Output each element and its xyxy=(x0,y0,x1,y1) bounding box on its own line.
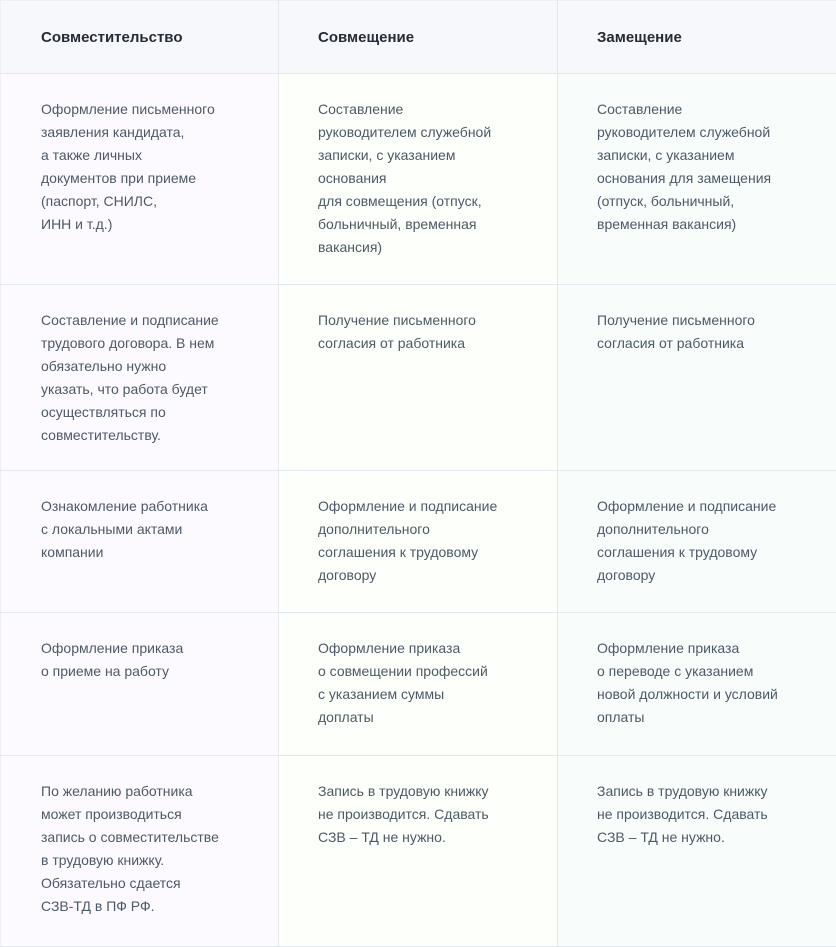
table-cell: Ознакомление работника с локальными актами компании xyxy=(1,471,279,613)
table-cell: Получение письменного согласия от работника xyxy=(558,285,836,471)
table-cell: Оформление приказа о совмещении профессий с указанием суммы доплаты xyxy=(279,613,558,756)
table-cell: Оформление приказа о приеме на работу xyxy=(1,613,279,756)
header-merging: Совмещение xyxy=(279,1,558,74)
table-cell: Оформление и подписание дополнительного соглашения к трудовому договору xyxy=(558,471,836,613)
table-cell: Составление руководителем служебной записки, с указанием основания для замещения (отпуск, больничный, временная вакансия) xyxy=(558,74,836,285)
table-cell: Составление и подписание трудового договора. В нем обязательно нужно указать, что работа будет осуществляться по совместительству. xyxy=(1,285,279,471)
table-cell: По желанию работника может производиться запись о совместительстве в трудовую книжку. Обязательно сдается СЗВ-ТД в ПФ РФ. xyxy=(1,756,279,947)
table-row xyxy=(1,285,836,471)
table-row xyxy=(1,74,836,285)
table-cell: Оформление письменного заявления кандидата, а также личных документов при приеме (паспорт, СНИЛС, ИНН и т.д.) xyxy=(1,74,279,285)
table-cell: Запись в трудовую книжку не производится. Сдавать СЗВ – ТД не нужно. xyxy=(279,756,558,947)
table-row xyxy=(1,471,836,613)
table-row xyxy=(1,756,836,947)
table-row xyxy=(1,613,836,756)
table-cell: Получение письменного согласия от работника xyxy=(279,285,558,471)
table-cell: Запись в трудовую книжку не производится. Сдавать СЗВ – ТД не нужно. xyxy=(558,756,836,947)
header-substitution: Замещение xyxy=(558,1,836,74)
header-combination: Совместительство xyxy=(1,1,279,74)
table-cell: Составление руководителем служебной записки, с указанием основания для совмещения (отпуск, больничный, временная вакансия) xyxy=(279,74,558,285)
table-header-row xyxy=(1,1,836,74)
table-cell: Оформление приказа о переводе с указанием новой должности и условий оплаты xyxy=(558,613,836,756)
table-cell: Оформление и подписание дополнительного соглашения к трудовому договору xyxy=(279,471,558,613)
